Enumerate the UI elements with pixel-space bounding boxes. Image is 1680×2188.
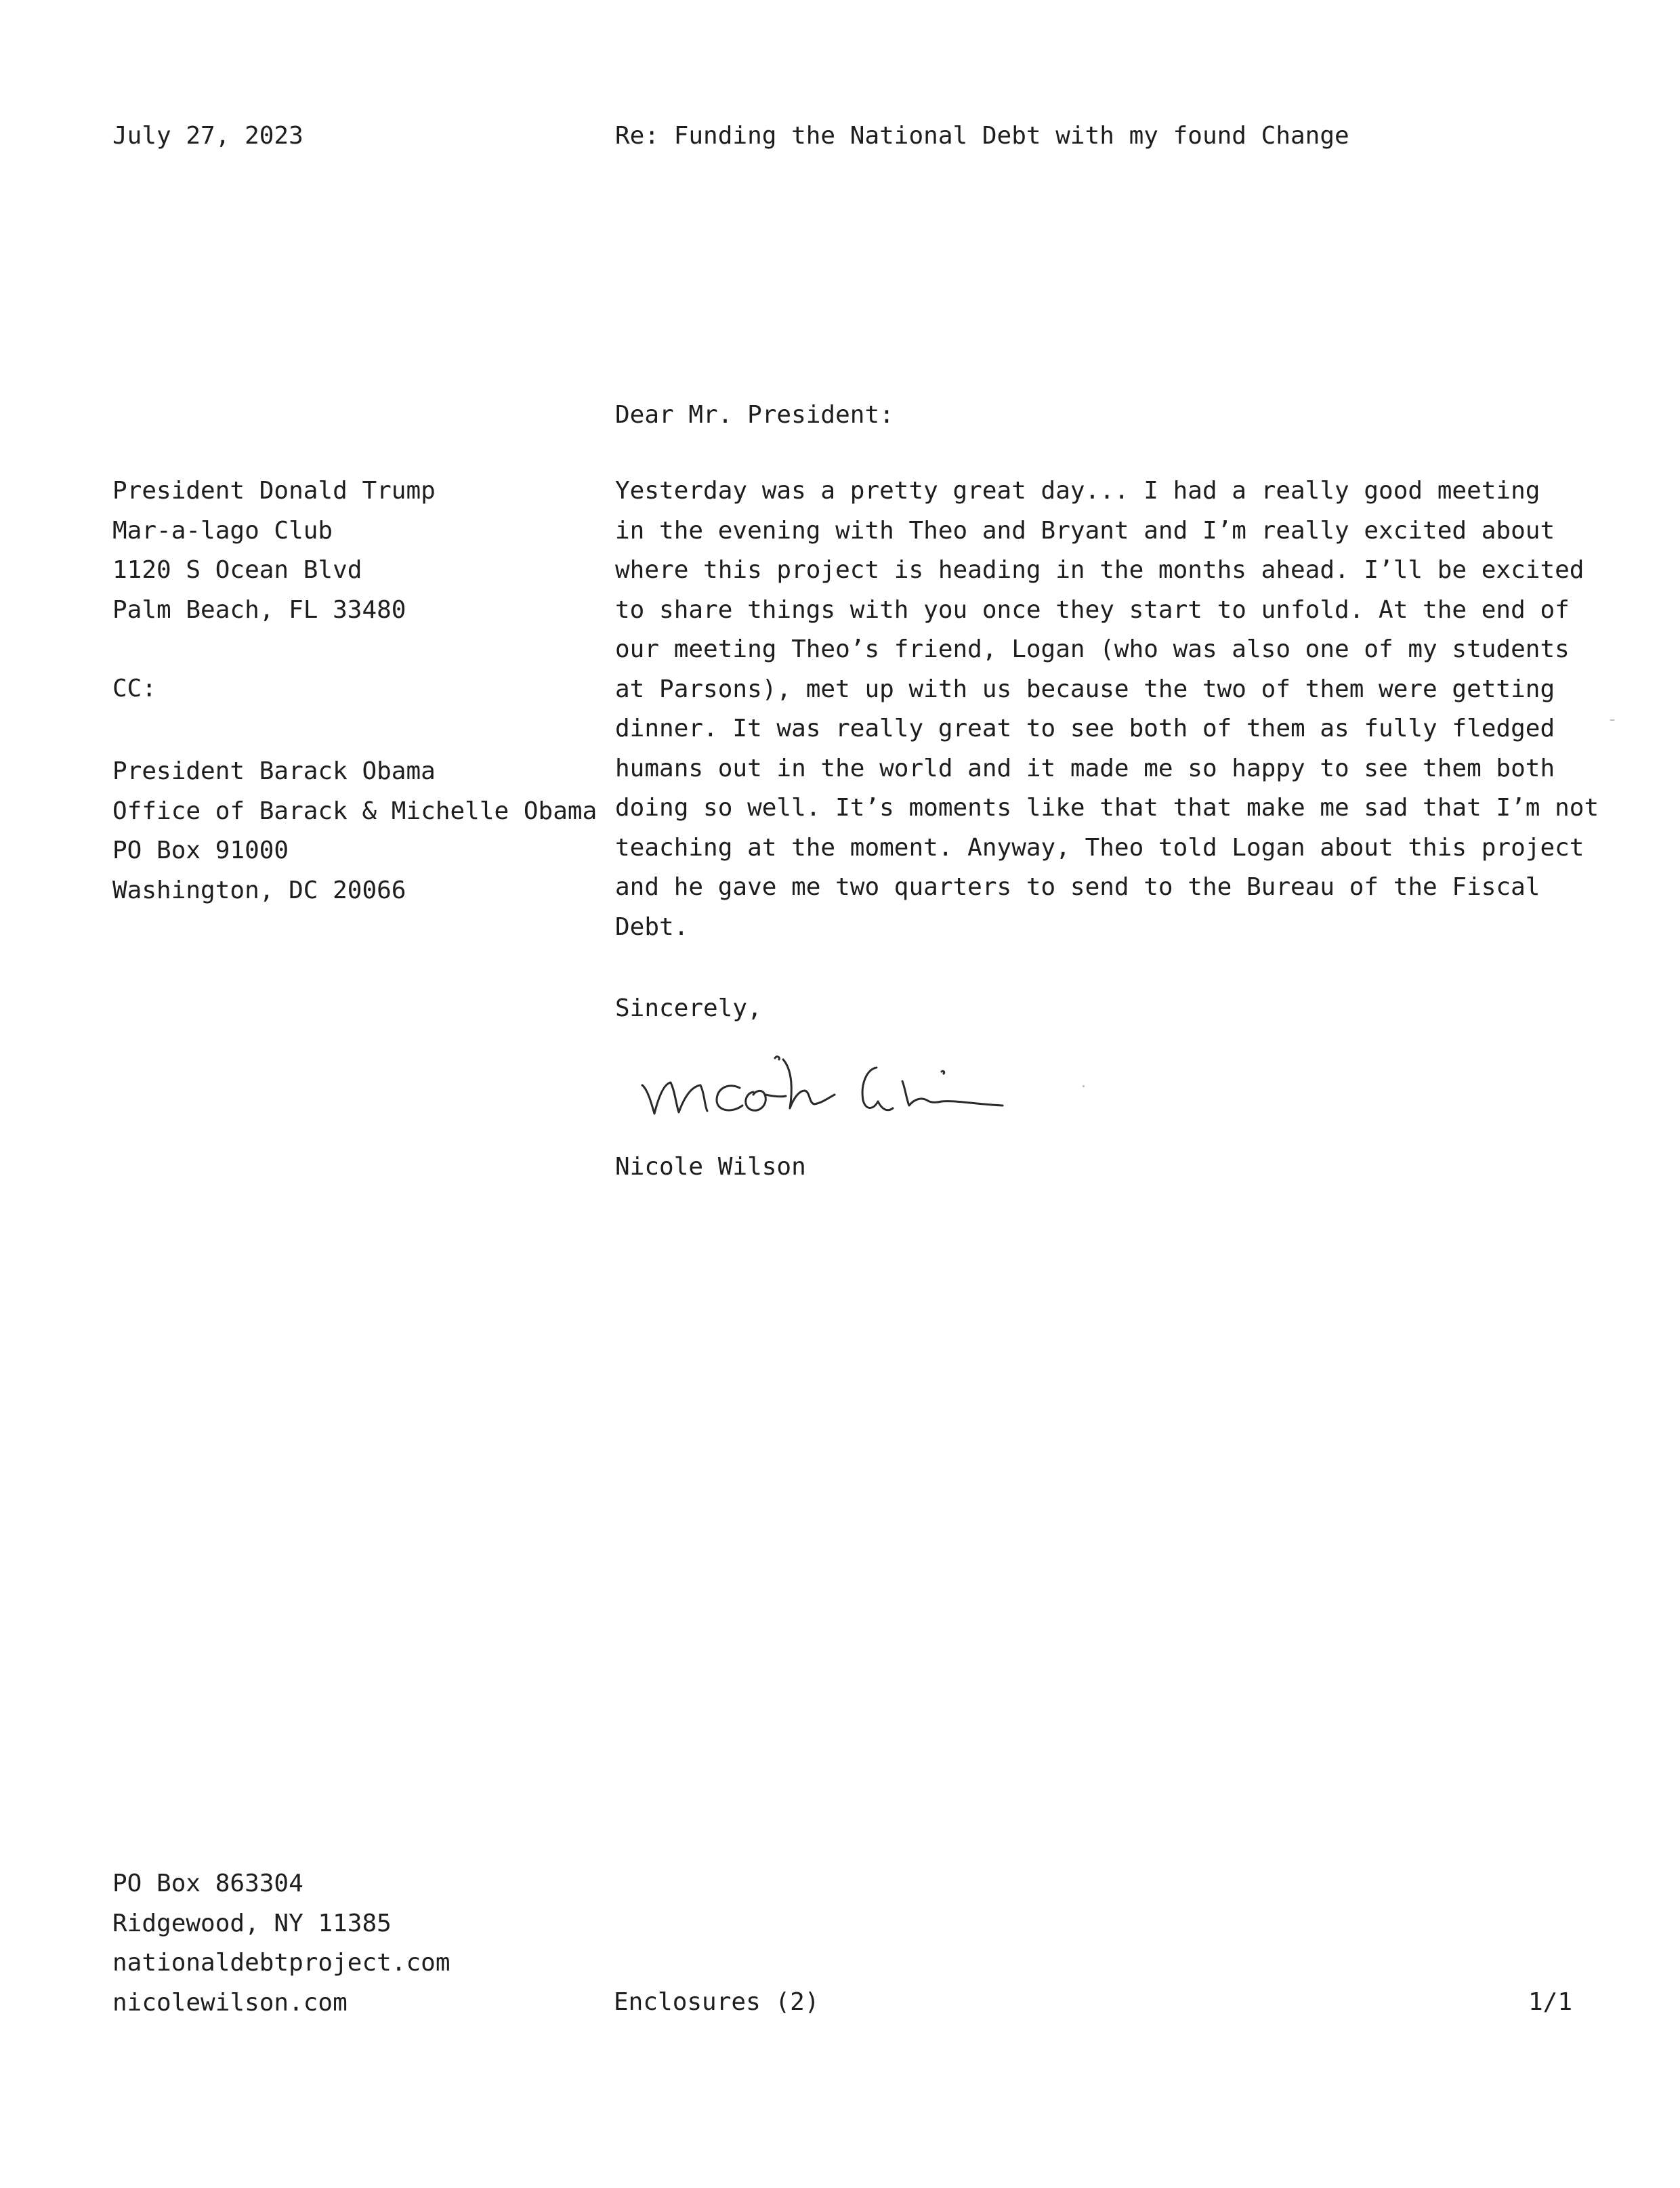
body-line: humans out in the world and it made me so happy to see them both: [615, 754, 1555, 782]
footer-line: PO Box 863304: [112, 1870, 303, 1897]
body-line: in the evening with Theo and Bryant and I’m really excited about: [615, 516, 1555, 545]
body-line: doing so well. It’s moments like that that make me sad that I’m not: [615, 794, 1599, 822]
recipient-address: [112, 471, 436, 630]
body-line: our meeting Theo’s friend, Logan (who was also one of my students: [615, 635, 1570, 663]
cc-line: Office of Barack & Michelle Obama: [112, 797, 597, 825]
footer-line: Ridgewood, NY 11385: [112, 1909, 392, 1937]
body-line: to share things with you once they start to unfold. At the end of: [615, 595, 1570, 624]
salutation: Dear Mr. President:: [615, 401, 894, 429]
cc-line: PO Box 91000: [112, 837, 289, 864]
enclosures-note: Enclosures (2): [614, 1988, 820, 2016]
footer-link-website[interactable]: nicolewilson.com: [112, 1988, 348, 2017]
body-line: dinner. It was really great to see both of them as fully fledged: [615, 715, 1555, 742]
recipient-line: Palm Beach, FL 33480: [112, 595, 406, 624]
letter-date: July 27, 2023: [112, 122, 303, 150]
cc-line: President Barack Obama: [112, 757, 436, 785]
footer-link-website[interactable]: nationaldebtproject.com: [112, 1949, 450, 1977]
closing: Sincerely,: [615, 994, 762, 1022]
body-line: Debt.: [615, 912, 689, 941]
cc-recipient-address: [112, 752, 597, 910]
signature-icon: [637, 1043, 1016, 1124]
page-number: 1/1: [1528, 1988, 1573, 2016]
recipient-line: President Donald Trump: [112, 477, 436, 505]
recipient-line: Mar-a-lago Club: [112, 516, 333, 545]
footer-address: [112, 1864, 450, 2023]
cc-line: Washington, DC 20066: [112, 876, 406, 904]
body-line: and he gave me two quarters to send to the Bureau of the Fiscal: [615, 873, 1540, 901]
body-line: at Parsons), met up with us because the two of them were getting: [615, 675, 1555, 703]
body-line: teaching at the moment. Anyway, Theo told Logan about this project: [615, 833, 1584, 862]
letter-body: [615, 471, 1599, 947]
scan-speck: [1083, 1085, 1085, 1087]
subject-line: Re: Funding the National Debt with my found Change: [615, 122, 1349, 150]
body-line: where this project is heading in the months ahead. I’ll be excited: [615, 556, 1584, 584]
sender-name: Nicole Wilson: [615, 1153, 806, 1181]
scan-speck: [1610, 719, 1615, 721]
body-line: Yesterday was a pretty great day... I had a really good meeting: [615, 477, 1540, 505]
cc-label: CC:: [112, 675, 157, 702]
recipient-line: 1120 S Ocean Blvd: [112, 556, 362, 584]
